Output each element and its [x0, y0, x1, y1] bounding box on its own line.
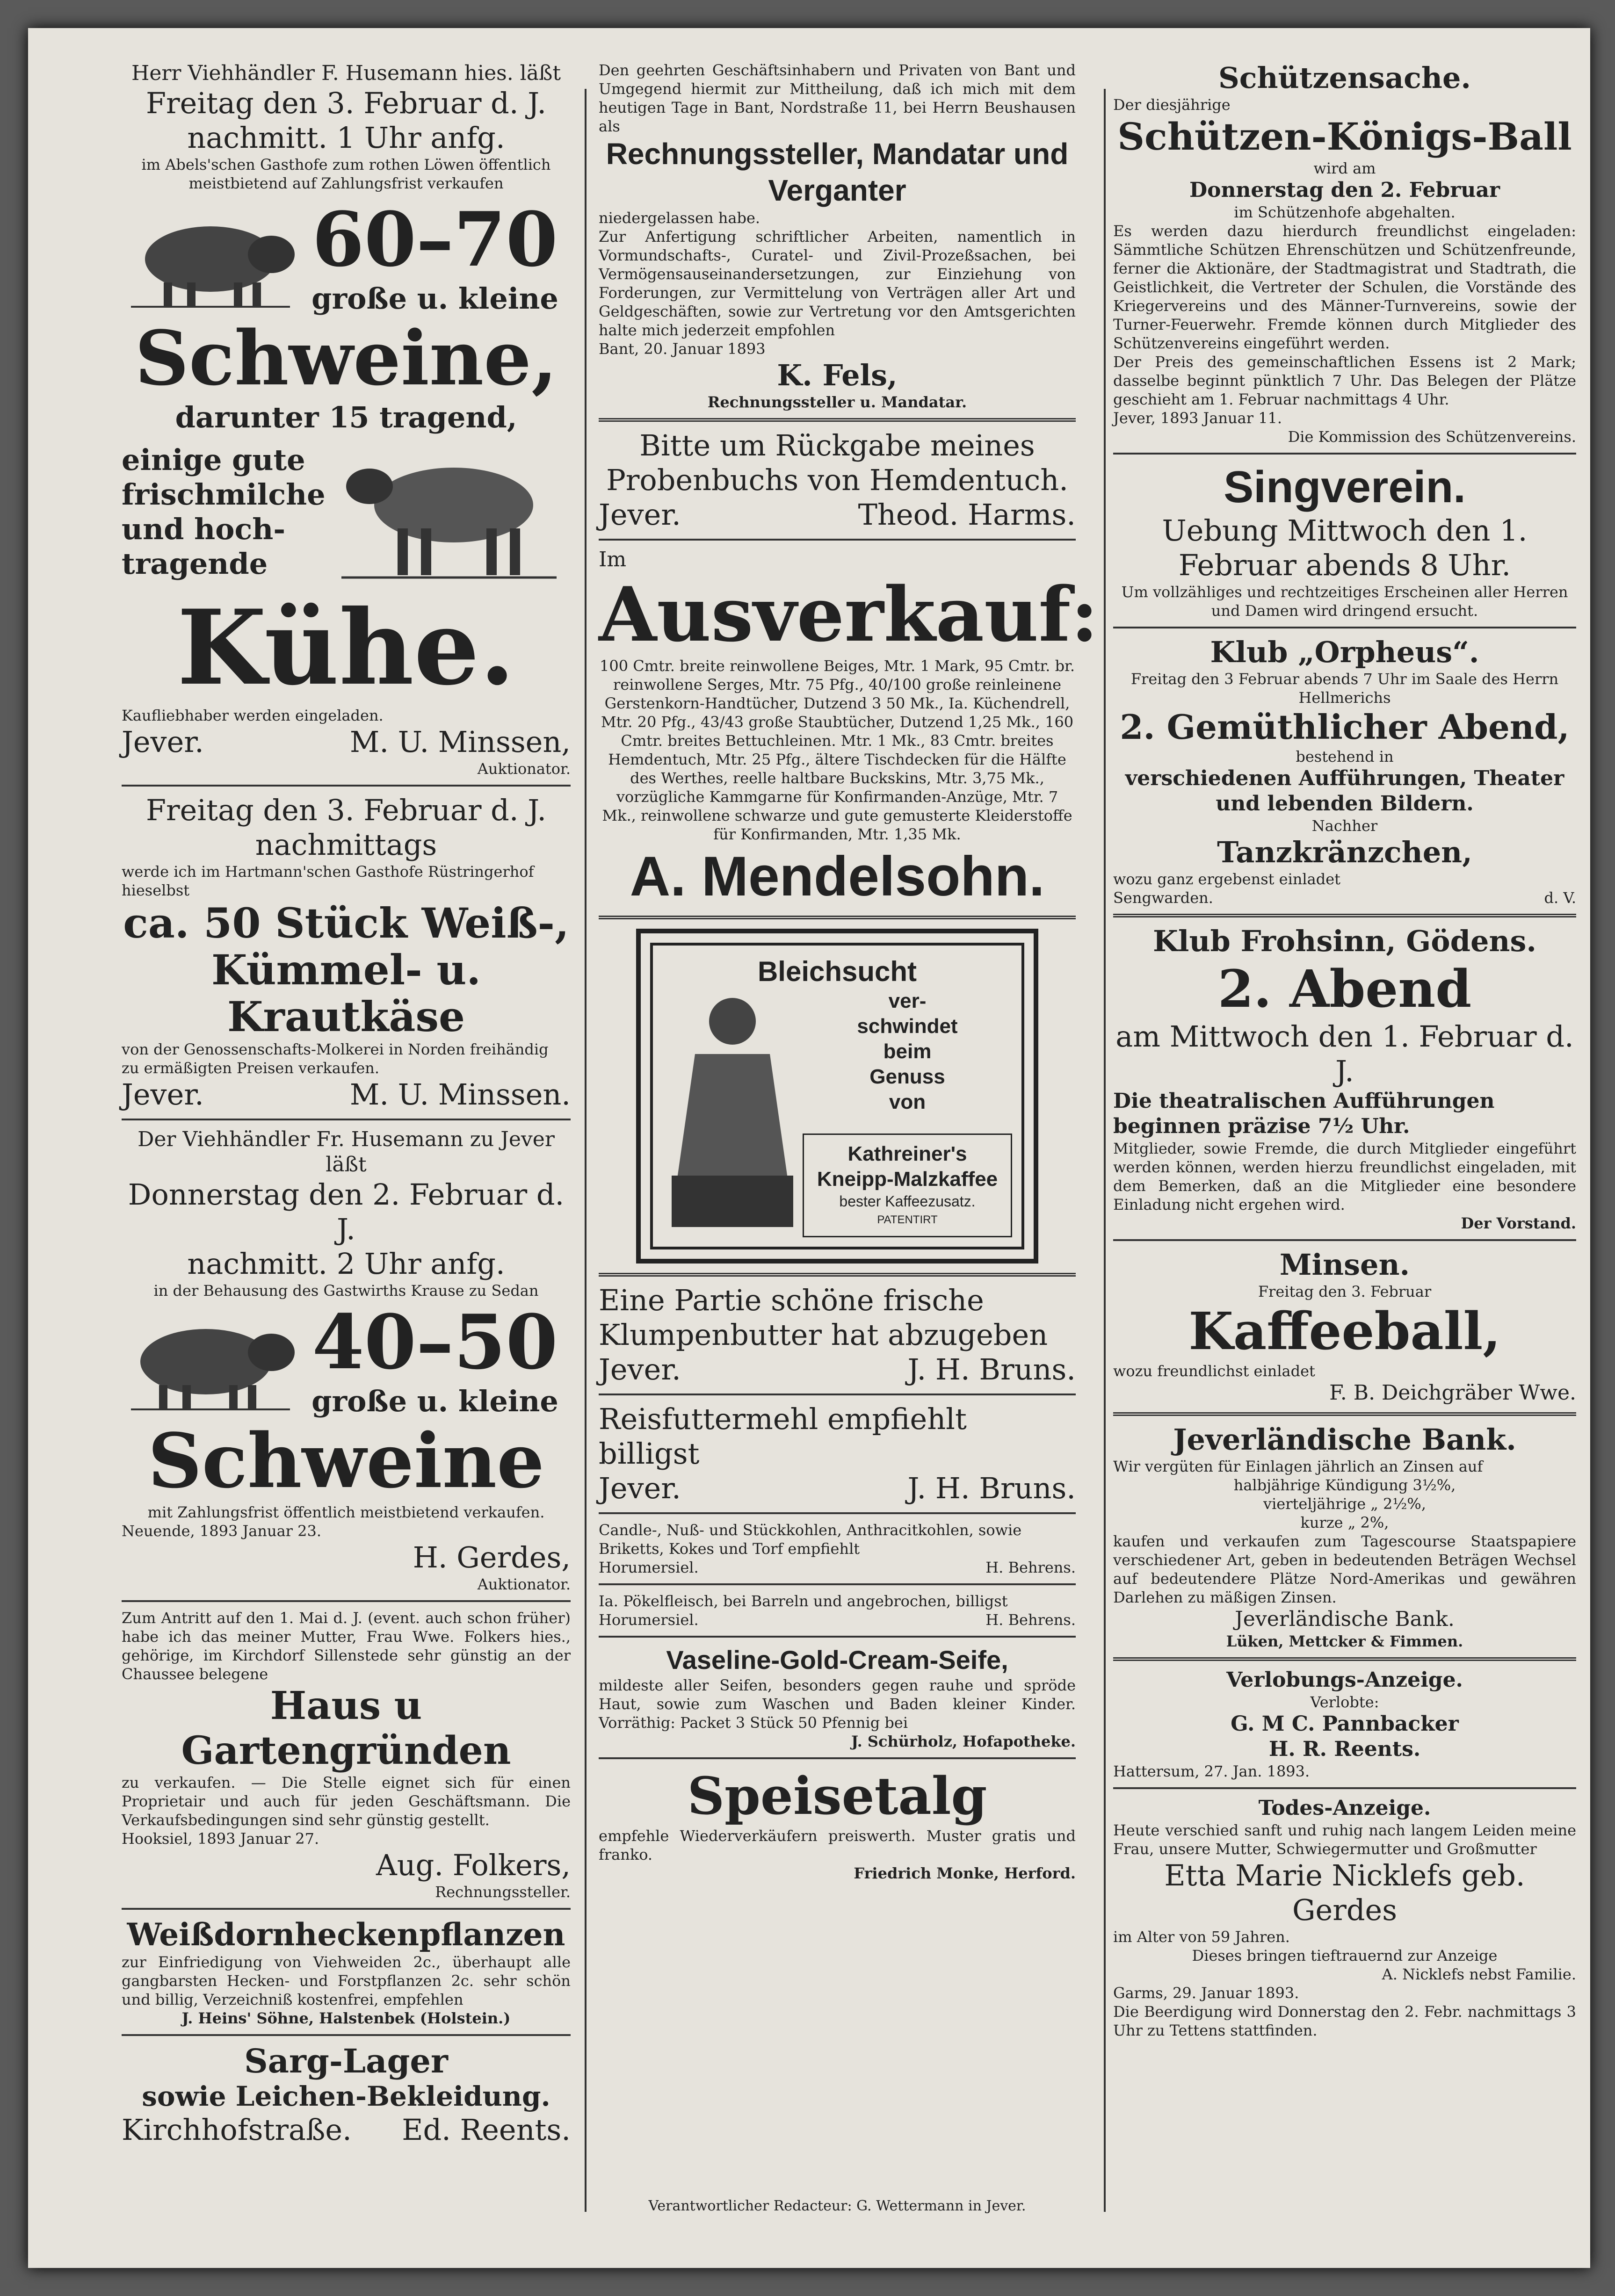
ad-text: Mitglieder, sowie Fremde, die durch Mitglieder eingeführt werden können, werden hierzu freundlichst eingeladen, mit dem Bemerken, daß an die Mitglieder eine besondere Einladung nicht ergehen wird.	[1113, 1140, 1576, 1213]
pig-illustration	[122, 203, 299, 310]
ad-pig-sale-1	[122, 61, 571, 778]
ad-headline: Klub „Orpheus“.	[1210, 635, 1479, 669]
ad-headline: Speisetalg	[687, 1766, 987, 1826]
interest-rate: vierteljährige „ 2½%,	[1263, 1495, 1426, 1513]
ad-signature: Die Kommission des Schützenvereins.	[1288, 428, 1576, 446]
ad-place: Kirchhofstraße.	[122, 2113, 352, 2147]
column-right	[1113, 61, 1576, 2040]
column-rule	[1104, 89, 1106, 2212]
ad-date: Jever, 1893 Januar 11.	[1113, 409, 1282, 427]
ad-text: Die theatralischen Aufführungen beginnen präzise 7½ Uhr.	[1113, 1089, 1495, 1138]
ad-signature: J. Schürholz, Hofapotheke.	[851, 1733, 1076, 1750]
ad-title: Auktionator.	[477, 760, 571, 778]
ad-signature: M. U. Minssen,	[349, 725, 571, 759]
ad-headline: Weißdornheckenpflanzen	[127, 1916, 565, 1953]
ad-date: Uebung Mittwoch den 1. Februar abends 8 Uhr.	[1162, 513, 1528, 582]
ad-cheese-sale	[122, 793, 571, 1112]
ad-signature: d. V.	[1544, 889, 1576, 907]
ad-signature: Ed. Reents.	[402, 2113, 571, 2147]
ad-place: Sengwarden.	[1113, 889, 1213, 907]
ad-text: niedergelassen habe.	[599, 209, 760, 227]
ad-text: von	[889, 1090, 926, 1113]
ad-rice-feed	[599, 1402, 1076, 1506]
brand-patent: PATENTIRT	[877, 1213, 938, 1226]
engaged-name: H. R. Reents.	[1268, 1737, 1421, 1761]
column-left	[122, 61, 571, 2147]
ad-signature: Friedrich Monke, Herford.	[854, 1864, 1076, 1882]
pig-count: 40–50	[312, 1298, 558, 1386]
interest-rate: halbjährige Kündigung 3½%,	[1233, 1476, 1456, 1494]
ad-text: kaufen und verkaufen zum Tagescourse Staatspapiere verschiedener Art, geben in bedeutenden Beträgen Wechsel auf bedeutendere Plätze Nord-Amerikas und gewähren Darlehen zu mäßigen Zinsen.	[1113, 1532, 1576, 1606]
ad-date: am Mittwoch den 1. Februar d. J.	[1115, 1019, 1574, 1088]
ad-heading: Schützensache.	[1218, 61, 1471, 95]
ad-text: im Alter von 59 Jahren.	[1113, 1928, 1290, 1946]
ad-text: mildeste aller Seifen, besonders gegen rauhe und spröde Haut, sowie zum Waschen und Baden kleiner Kinder. Vorräthig: Packet 3 Stück 50 Pfennig bei	[599, 1676, 1076, 1732]
ad-frohsinn	[1113, 924, 1576, 1233]
ad-headline: Kaffeeball,	[1188, 1301, 1501, 1361]
ad-text: beim	[883, 1040, 932, 1063]
ad-butter	[599, 1283, 1076, 1387]
ad-text: ver-	[888, 989, 927, 1012]
ad-headline: Bleichsucht	[757, 956, 917, 987]
column-rule	[585, 89, 587, 2212]
ad-heading: Verlobungs-Anzeige.	[1226, 1668, 1463, 1692]
ad-text: Bitte um Rückgabe meines Probenbuchs von Hemdentuch.	[606, 428, 1068, 497]
ad-date: Bant, 20. Januar 1893	[599, 340, 766, 358]
ad-date: Donnerstag den 2. Februar	[1189, 178, 1500, 202]
ad-orpheus	[1113, 635, 1576, 907]
ad-time: nachmitt. 2 Uhr anfg.	[187, 1247, 505, 1281]
ad-mendelsohn	[599, 547, 1099, 909]
ad-text: zur Einfriedigung von Viehweiden 2c., überhaupt alle gangbarsten Hecken- und Forstpflanzen 2c. sehr schön und billig, Verzeichniß kostenfrei, empfehlen	[122, 1953, 571, 2008]
ad-text: Die Beerdigung wird Donnerstag den 2. Febr. nachmittags 3 Uhr zu Tettens stattfinden.	[1113, 2003, 1576, 2039]
ad-fels	[599, 61, 1076, 412]
ad-heading: Todes-Anzeige.	[1258, 1796, 1431, 1820]
ad-headline: ca. 50 Stück Weiß-, Kümmel- u. Krautkäse	[123, 899, 569, 1041]
ad-date: Hattersum, 27. Jan. 1893.	[1113, 1762, 1310, 1780]
cow-illustration	[337, 435, 561, 589]
ad-coal	[599, 1521, 1076, 1577]
ad-date: Garms, 29. Januar 1893.	[1113, 1984, 1299, 2002]
ad-headline: sowie Leichen-Bekleidung.	[142, 2080, 550, 2112]
ad-text: Wir vergüten für Einlagen jährlich an Zinsen auf	[1113, 1458, 1483, 1475]
ad-text: im Abels'schen Gasthofe zum rothen Löwen öffentlich meistbietend auf Zahlungsfrist verkaufen	[141, 156, 551, 192]
ad-text: mit Zahlungsfrist öffentlich meistbietend verkaufen.	[147, 1503, 545, 1521]
ad-kathreiner	[636, 929, 1038, 1264]
ad-harms	[599, 428, 1076, 532]
ad-text: Der diesjährige	[1113, 96, 1231, 114]
brand-tagline: bester Kaffeezusatz.	[839, 1193, 976, 1210]
ad-title: Rechnungssteller u. Mandatar.	[707, 393, 967, 411]
ad-headline: Rechnungssteller, Mandatar und Verganter	[606, 137, 1069, 207]
ad-hedge-plants	[122, 1916, 571, 2028]
ad-date: Donnerstag den 2. Februar d. J.	[128, 1177, 565, 1246]
ad-text: nachmittags	[255, 828, 437, 862]
ad-signature: A. Nicklefs nebst Familie.	[1382, 1965, 1576, 1983]
ad-text: Zum Antritt auf den 1. Mai d. J. (event. auch schon früher) habe ich das meiner Mutter, Frau Wwe. Folkers hies., gehörige, im Kirchdorf Sillenstede sehr günstig an der Chaussee belegene	[122, 1609, 571, 1683]
ad-text: Eine Partie schöne frische Klumpenbutter hat abzugeben	[599, 1283, 1048, 1352]
ad-date: Hooksiel, 1893 Januar 27.	[122, 1830, 319, 1848]
ad-text: empfehle Wiederverkäufern preiswerth. Muster gratis und franko.	[599, 1827, 1076, 1863]
interest-rate: kurze „ 2%,	[1300, 1514, 1389, 1531]
brand-name: Kneipp-Malzkaffee	[817, 1168, 998, 1191]
pig-illustration	[122, 1306, 299, 1413]
ad-text: werde ich im Hartmann'schen Gasthofe Rüstringerhof hieselbst	[122, 863, 534, 899]
pig-count: 60–70	[312, 195, 558, 283]
ad-place: Jever.	[599, 498, 681, 532]
ad-signature: F. B. Deichgräber Wwe.	[1329, 1381, 1576, 1405]
ad-headline: 2. Gemüthlicher Abend,	[1120, 707, 1570, 747]
ad-singverein	[1113, 461, 1576, 620]
ad-text: Reisfuttermehl empfiehlt billigst	[599, 1402, 967, 1471]
editor-footer: Verantwortlicher Redacteur: G. Wettermann in Jever.	[648, 2198, 1026, 2214]
ad-signature: J. H. Bruns.	[907, 1471, 1076, 1505]
ad-text: große u. kleine	[311, 1384, 558, 1418]
ad-signature: Jeverländische Bank.	[1235, 1607, 1455, 1631]
ad-signature: H. Behrens.	[985, 1559, 1076, 1576]
ad-engagement	[1113, 1668, 1576, 1781]
ad-text: darunter 15 tragend,	[175, 400, 517, 434]
ad-headline: Sarg-Lager	[244, 2042, 448, 2080]
ad-text: Der Viehhändler Fr. Husemann zu Jever läßt	[138, 1127, 555, 1177]
ad-text: große u. kleine	[311, 282, 558, 316]
ad-text: schwindet	[857, 1015, 958, 1038]
ad-headline: Vaseline-Gold-Cream-Seife,	[666, 1645, 1008, 1675]
ad-text: Dieses bringen tieftrauernd zur Anzeige	[1192, 1947, 1498, 1964]
ad-signature: Aug. Folkers,	[376, 1848, 571, 1882]
engaged-name: G. M C. Pannbacker	[1231, 1712, 1459, 1736]
ad-kaffeeball	[1113, 1248, 1576, 1406]
ad-date: Freitag den 3. Februar d. J.	[145, 86, 547, 120]
ad-vaseline-soap	[599, 1644, 1076, 1751]
ad-signature: Theod. Harms.	[858, 498, 1076, 532]
ad-text: im Schützenhofe abgehalten.	[1234, 203, 1456, 221]
ad-text: Den geehrten Geschäftsinhabern und Privaten von Bant und Umgegend hiermit zur Mittheilung, daß ich mich mit dem heutigen Tage in Bant, Nordstraße 11, bei Herrn Beushausen als	[599, 61, 1076, 135]
ad-text: bestehend in	[1296, 748, 1394, 765]
ad-headline: Kühe.	[177, 587, 515, 708]
ad-signature: H. Behrens.	[985, 1611, 1076, 1629]
ad-title: Auktionator.	[477, 1575, 571, 1593]
ad-text: von der Genossenschafts-Molkerei in Norden freihändig zu ermäßigten Preisen verkaufen.	[122, 1040, 549, 1077]
ad-tallow	[599, 1766, 1076, 1883]
ad-text: zu verkaufen. — Die Stelle eignet sich für einen Proprietair und auch für jeden Geschäftsmann. Die Verkaufsbedingungen sind sehr günstig gestellt.	[122, 1774, 571, 1829]
ad-date: Freitag den 3. Februar	[1258, 1283, 1432, 1300]
ad-headline: Schützen-Königs-Ball	[1117, 115, 1572, 159]
ad-place: Jever.	[122, 1077, 204, 1112]
ad-headline: Schweine	[148, 1417, 544, 1505]
ad-headline: Haus u Gartengründen	[181, 1683, 511, 1773]
ad-signature: J. H. Bruns.	[907, 1352, 1076, 1386]
ad-signature: A. Mendelsohn.	[630, 845, 1045, 908]
ad-headline: Ausverkauf:	[599, 570, 1099, 658]
ad-headline: Tanzkränzchen,	[1217, 835, 1472, 869]
ad-text: Heute verschied sanft und ruhig nach langem Leiden meine Frau, unsere Mutter, Schwiegermutter und Großmutter	[1113, 1821, 1576, 1858]
ad-text: in der Behausung des Gastwirths Krause zu Sedan	[153, 1282, 539, 1300]
ad-text: einige gute frischmilche und hoch- tragende	[122, 443, 326, 581]
ad-text: Verlobte:	[1310, 1693, 1379, 1711]
ad-text: Der Preis des gemeinschaftlichen Essens ist 2 Mark; dasselbe beginnt pünktlich 7 Uhr. Das Belegen der Plätze geschieht am 1. Februar nachmittags 4 Uhr.	[1113, 353, 1576, 408]
ad-signature: J. Heins' Söhne, Halstenbek (Holstein.)	[181, 2009, 511, 2027]
ad-headline: Schweine,	[135, 314, 558, 402]
ad-time: nachmitt. 1 Uhr anfg.	[187, 121, 505, 155]
ad-text: Um vollzähliges und rechtzeitiges Erscheinen aller Herren und Damen wird dringend ersucht.	[1121, 583, 1568, 620]
ad-text: Kaufliebhaber werden eingeladen.	[122, 707, 384, 724]
ad-bank	[1113, 1422, 1576, 1651]
ad-title: Rechnungssteller.	[435, 1883, 571, 1901]
ad-text: wozu ganz ergebenst einladet	[1113, 870, 1341, 888]
ad-heading: Jeverländische Bank.	[1173, 1422, 1516, 1457]
ad-death-notice	[1113, 1796, 1576, 2040]
ad-shooting-ball	[1113, 61, 1576, 446]
ad-pickled-meat	[599, 1592, 1076, 1629]
ad-place: Jever.	[599, 1352, 681, 1386]
ad-headline: 2. Abend	[1217, 959, 1472, 1019]
ad-coffin-store	[122, 2043, 571, 2147]
ad-headline: Singverein.	[1224, 462, 1466, 512]
ad-signature: K. Fels,	[777, 358, 898, 392]
ad-signature: M. U. Minssen.	[349, 1077, 571, 1112]
ad-signature: Der Vorstand.	[1461, 1214, 1576, 1232]
ad-text: Zur Anfertigung schriftlicher Arbeiten, namentlich in Vormundschafts-, Curatel- und Zivil-Prozeßsachen, bei Vermögensauseinandersetzungen, zur Einziehung von Forderungen, zur Vermittelung von Verträgen aller Art und Geldgeschäften, sowie zur Vertretung vor den Amtsgerichten halte mich jederzeit empfohlen	[599, 228, 1076, 339]
ad-text: Ia. Pökelfleisch, bei Barreln und angebrochen, billigst	[599, 1592, 1008, 1610]
ad-pig-sale-2	[122, 1127, 571, 1594]
woman-illustration	[662, 989, 803, 1232]
ad-place: Jever.	[599, 1471, 681, 1505]
ad-text: Genuss	[869, 1065, 945, 1088]
column-middle	[599, 61, 1099, 1883]
ad-text: Herr Viehhändler F. Husemann hies. läßt	[131, 61, 561, 85]
ad-heading: Minsen.	[1279, 1248, 1410, 1282]
ad-text: Candle-, Nuß- und Stückkohlen, Anthracitkohlen, sowie Briketts, Kokes und Torf empfiehlt	[599, 1521, 1022, 1558]
ad-date: Neuende, 1893 Januar 23.	[122, 1522, 322, 1540]
ad-place: Jever.	[122, 725, 204, 759]
ad-price-list: 100 Cmtr. breite reinwollene Beiges, Mtr. 1 Mark, 95 Cmtr. br. reinwollene Serges, Mtr. 75 Pfg., 40/100 große reinleinene Gerstenkorn-Handtücher, Dutzend 3 50 Mk., Ia. Küchendrell, Mtr. 20 Pfg., 43/43 große Staubtücher, Dutzend 1,25 Mk., 160 Cmtr. breites Bettuchleinen. Mtr. 1 Mk., 83 Cmtr. breites Hemdentuch, Mtr. 25 Pfg., ältere Tischdecken für die Hälfte des Werthes, reelle haltbare Buckskins, Mtr. 3,75 Mk., vorzügliche Kammgarne für Konfirmanden-Anzüge, Mtr. 7 Mk., reinwollene schwarze und gute gemusterte Kleiderstoffe für Konfirmanden, Mtr. 1,35 Mk.	[599, 657, 1075, 843]
deceased-name: Etta Marie Nicklefs geb. Gerdes	[1164, 1858, 1525, 1927]
ad-text: wozu freundlichst einladet	[1113, 1362, 1315, 1380]
ad-text: wird am	[1313, 159, 1376, 177]
ad-text: Freitag den 3 Februar abends 7 Uhr im Saale des Herrn Hellmerichs	[1130, 670, 1559, 707]
ad-place: Horumersiel.	[599, 1611, 699, 1629]
ad-text: verschiedenen Aufführungen, Theater und lebenden Bildern.	[1125, 766, 1564, 816]
ad-signature: H. Gerdes,	[413, 1540, 571, 1574]
ad-text: Es werden dazu hierdurch freundlichst eingeladen: Sämmtliche Schützen Ehrenschützen und Schützenfreunde, ferner die Aktionäre, der Stadtmagistrat und Stadtrath, die Geistlichkeit, die Vertreter der Schulen, die Vorstände des Kriegervereins und des Männer-Turnvereins, sowie der Turner-Feuerwehr. Fremde können durch Mitglieder des Schützenvereins eingeführt werden.	[1113, 222, 1576, 352]
ad-signature: Lüken, Mettcker & Fimmen.	[1226, 1632, 1463, 1650]
ad-heading: Klub Frohsinn, Gödens.	[1153, 924, 1536, 958]
ad-text: Nachher	[1311, 817, 1378, 835]
ad-text: Im	[599, 548, 627, 571]
ad-place: Horumersiel.	[599, 1559, 699, 1576]
ad-house-sale	[122, 1609, 571, 1901]
brand-name: Kathreiner's	[847, 1142, 967, 1165]
ad-date: Freitag den 3. Februar d. J.	[145, 793, 547, 827]
